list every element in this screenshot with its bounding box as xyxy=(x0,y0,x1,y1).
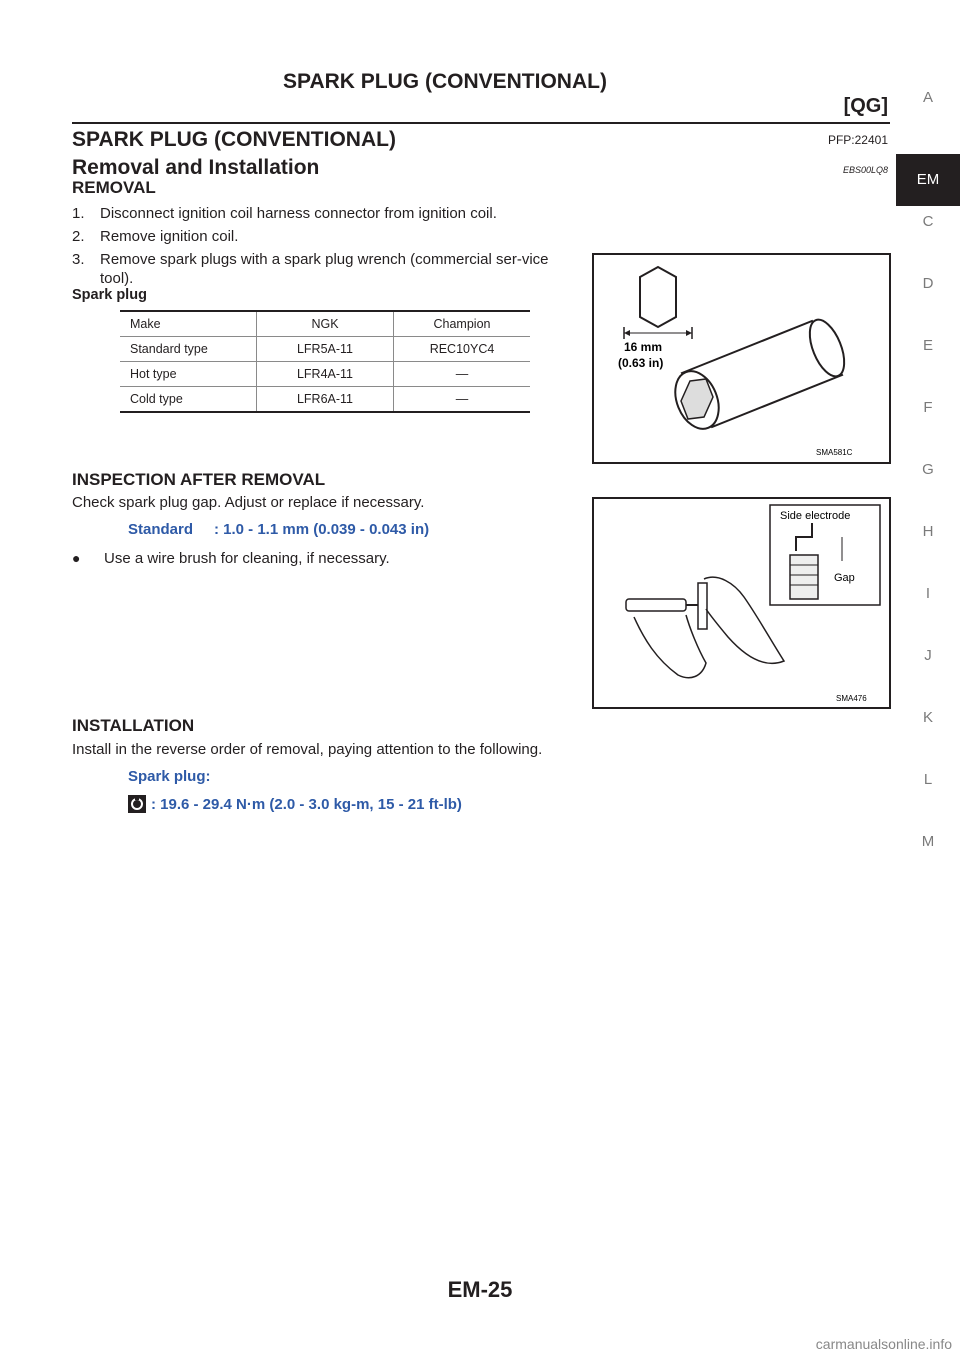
subsection-ref: EBS00LQ8 xyxy=(842,165,888,175)
table-cell: — xyxy=(394,362,531,387)
arrow-right xyxy=(686,330,692,336)
inspection-text: Check spark plug gap. Adjust or replace if necessary. xyxy=(72,494,425,511)
index-tab-h[interactable]: H xyxy=(922,523,934,540)
table-row xyxy=(120,311,530,337)
header-divider xyxy=(72,122,890,124)
index-tab-em[interactable]: EM xyxy=(896,154,960,206)
table-caption: Spark plug xyxy=(72,287,147,303)
figure-dimension-label-imperial: (0.63 in) xyxy=(618,356,664,370)
index-tab-i[interactable]: I xyxy=(925,585,931,602)
removal-step-1 xyxy=(72,204,582,223)
step-text: Remove ignition coil. xyxy=(100,228,239,245)
bullet-text: Use a wire brush for cleaning, if necessary. xyxy=(104,550,390,567)
index-tab-a[interactable]: A xyxy=(922,89,933,106)
spark-plug-wrench-illustration xyxy=(594,255,889,462)
spark-plug xyxy=(626,599,686,611)
page-number: EM-25 xyxy=(447,1277,513,1302)
table-cell: Hot type xyxy=(120,362,257,387)
table-cell: LFR4A-11 xyxy=(257,362,394,387)
gap-gauge xyxy=(698,583,707,629)
index-tab-f[interactable]: F xyxy=(923,399,933,416)
table-row xyxy=(120,387,530,413)
removal-step-3 xyxy=(72,250,584,288)
step-text: Disconnect ignition coil harness connector from ignition coil. xyxy=(100,205,497,222)
table-cell: Cold type xyxy=(120,387,257,413)
spark-plug-wrench-figure xyxy=(592,253,891,464)
step-number: 2. xyxy=(72,228,85,245)
side-electrode-label: Side electrode xyxy=(780,510,851,522)
table-cell: LFR5A-11 xyxy=(257,337,394,362)
torque-value: : 19.6 - 29.4 N·m (2.0 - 3.0 kg-m, 15 - 21 ft-lb) xyxy=(151,796,462,813)
gap-standard-label: Standard xyxy=(128,521,194,538)
table-cell: Make xyxy=(120,311,257,337)
table-row xyxy=(120,337,530,362)
gap-label: Gap xyxy=(834,572,855,584)
index-tab-l[interactable]: L xyxy=(923,771,933,788)
figure-dimension-label: 16 mm xyxy=(624,340,663,354)
inspection-heading: INSPECTION AFTER REMOVAL xyxy=(72,470,326,489)
arrow-left xyxy=(624,330,630,336)
index-tab-m[interactable]: M xyxy=(921,833,935,850)
index-tab-k[interactable]: K xyxy=(922,709,933,726)
bullet-item xyxy=(72,549,390,568)
spark-plug-gap-illustration xyxy=(594,499,889,707)
table-cell: Champion xyxy=(394,311,531,337)
spark-plug-table xyxy=(120,310,530,413)
table-cell: LFR6A-11 xyxy=(257,387,394,413)
left-hand-outline xyxy=(634,615,706,678)
table-cell: — xyxy=(394,387,531,413)
pfp-code: PFP:22401 xyxy=(827,133,888,147)
running-header-title: SPARK PLUG (CONVENTIONAL) xyxy=(283,70,607,93)
engine-code: [QG] xyxy=(843,95,888,117)
gap-standard-value: : 1.0 - 1.1 mm (0.039 - 0.043 in) xyxy=(214,521,430,538)
plug-body-detail xyxy=(790,555,818,599)
index-tab-j[interactable]: J xyxy=(924,647,932,664)
torque-wrench-icon xyxy=(128,795,146,813)
hex-end-outline xyxy=(640,267,676,327)
table-cell: NGK xyxy=(257,311,394,337)
bullet-icon: ● xyxy=(72,550,81,566)
table-cell: REC10YC4 xyxy=(394,337,531,362)
installation-heading: INSTALLATION xyxy=(72,716,195,735)
table-row xyxy=(120,362,530,387)
watermark: carmanualsonline.info xyxy=(815,1336,952,1352)
installation-text: Install in the reverse order of removal, paying attention to the following. xyxy=(72,741,543,758)
index-tab-e[interactable]: E xyxy=(922,337,933,354)
section-title: SPARK PLUG (CONVENTIONAL) xyxy=(72,128,396,151)
figure-id: SMA581C xyxy=(816,448,853,457)
step-number: 3. xyxy=(72,251,85,268)
index-tab-d[interactable]: D xyxy=(922,275,934,292)
torque-spec-label: Spark plug: xyxy=(128,768,211,785)
index-tab-g[interactable]: G xyxy=(922,461,934,478)
step-text: Remove spark plugs with a spark plug wrench (commercial ser-vice tool). xyxy=(100,251,549,287)
section-index-tabs xyxy=(896,88,960,894)
removal-step-2 xyxy=(72,227,582,246)
spark-plug-gap-figure xyxy=(592,497,891,709)
subsection-title: Removal and Installation xyxy=(72,156,320,179)
index-tab-c[interactable]: C xyxy=(922,213,934,230)
step-number: 1. xyxy=(72,205,85,222)
table-cell: Standard type xyxy=(120,337,257,362)
figure-id: SMA476 xyxy=(836,694,867,703)
removal-heading: REMOVAL xyxy=(72,178,156,197)
